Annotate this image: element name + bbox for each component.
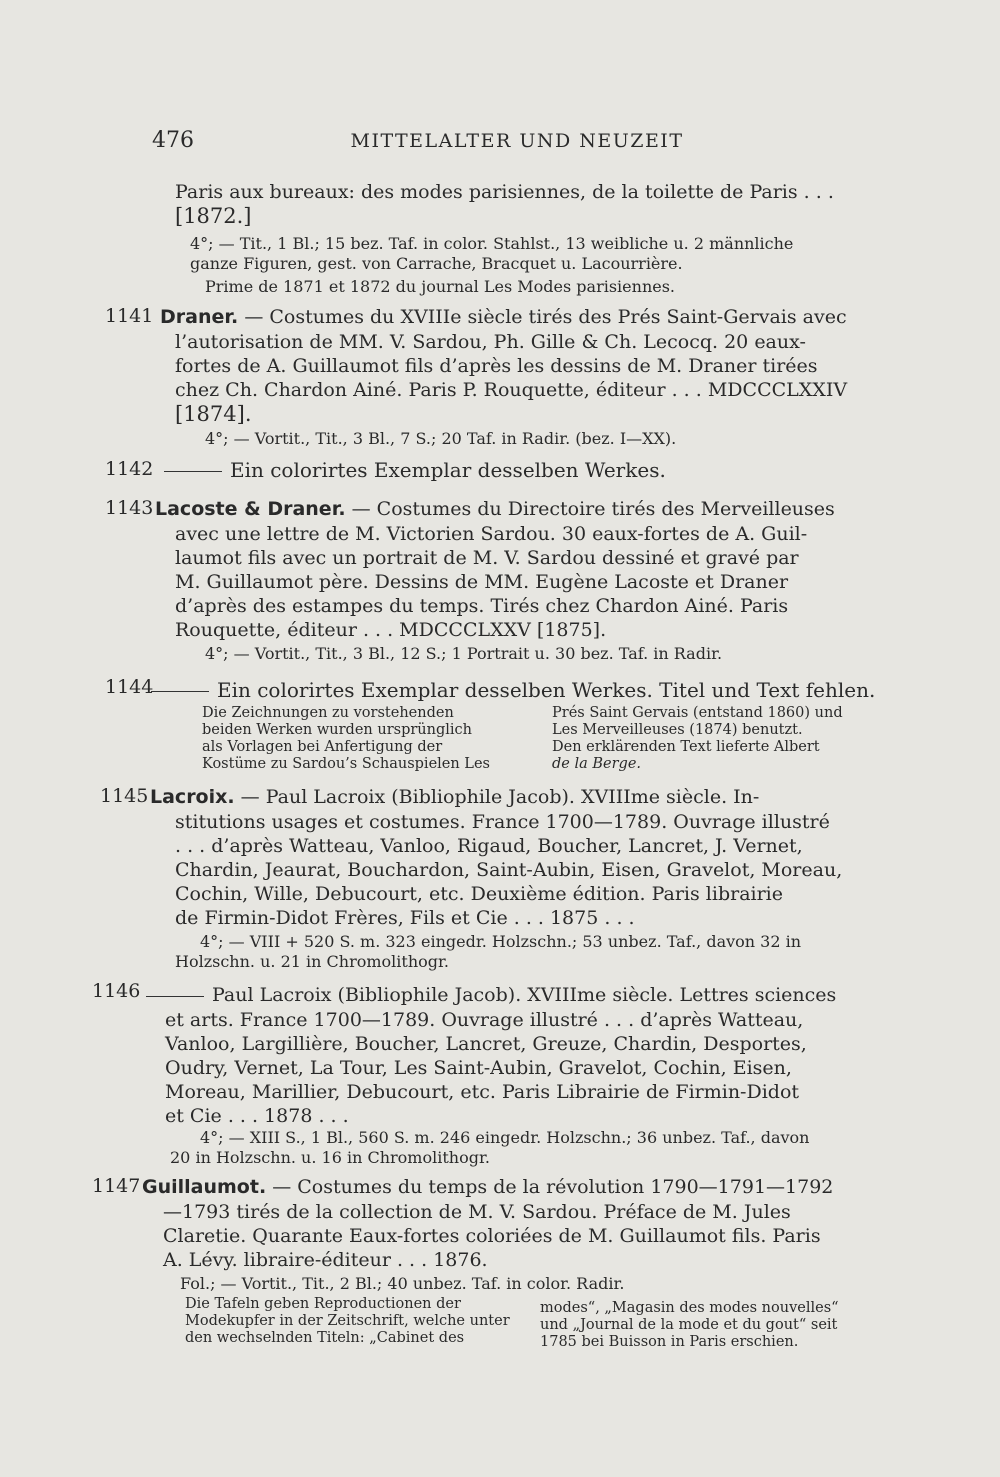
entry-1146-description: 4°; — XIII S., 1 Bl., 560 S. m. 246 eingedr. Holzschn.; 36 unbez. Taf., davon 20 in Holzschn. u. 16 in Chromolithogr. [170,1128,810,1167]
entry-1145-description: 4°; — VIII + 520 S. m. 323 eingedr. Holzschn.; 53 unbez. Taf., davon 32 in Holzschn. u. 21 in Chromolithogr. [175,932,802,971]
page-number: 476 [152,128,194,153]
entry-number: 1147 [92,1175,141,1197]
entry-1147-note-left: Die Tafeln geben Reproductionen der Modekupfer in der Zeitschrift, welche unter den wechselnden Titeln: „Cabinet des [185,1296,510,1346]
entry-1143-description: 4°; — Vortit., Tit., 3 Bl., 12 S.; 1 Portrait u. 30 bez. Taf. in Radir. [205,644,723,663]
entry-1147-description: Fol.; — Vortit., Tit., 2 Bl.; 40 unbez. Taf. in color. Radir. [180,1274,625,1293]
running-head [152,128,882,158]
entry-author: Lacoste & Draner. [155,498,346,520]
ditto-dash [151,691,209,692]
entry-1144-note-right: Prés Saint Gervais (entstand 1860) und Les Merveilleuses (1874) benutzt. Den erklärenden Text lieferte Albert de la Berge. [552,705,843,772]
prev-entry-description: 4°; — Tit., 1 Bl.; 15 bez. Taf. in color. Stahlst., 13 weibliche u. 2 männliche ganze Figuren, gest. von Carrache, Bracquet u. Lacourrière. [190,234,794,273]
entry-author: Draner. [160,306,239,328]
entry-1142-text: Ein colorirtes Exemplar desselben Werkes. [160,458,666,482]
entry-number: 1142 [105,458,154,480]
ditto-dash [164,471,222,472]
entry-1143-title: Lacoste & Draner. — Costumes du Directoire tirés des Merveilleuses [155,498,835,520]
entry-1146-title-cont: et arts. France 1700—1789. Ouvrage illustré . . . d’après Watteau, Vanloo, Largillière, Boucher, Lancret, Greuze, Chardin, Desportes, Oudry, Vernet, La Tour, Les Saint-Aubin, Gravelot, Cochin, Eisen, Moreau, Marillier, Debucourt, etc. Paris Librairie de Firmin-Didot et Cie . . . 1878 . . . [165,1009,807,1127]
entry-number: 1144 [105,676,154,698]
entry-1147-title-cont: —1793 tirés de la collection de M. V. Sardou. Préface de M. Jules Claretie. Quarante Eaux-fortes coloriées de M. Guillaumot fils. Paris A. Lévy. libraire-éditeur . . . 1876. [163,1201,821,1271]
entry-1143-title-cont: avec une lettre de M. Victorien Sardou. 30 eaux-fortes de A. Guil- laumot fils avec un portrait de M. V. Sardou dessiné et gravé par M. Guillaumot père. Dessins de MM. Eugène Lacoste et Draner d’après des estampes du temps. Tirés chez Chardon Ainé. Paris Rouquette, éditeur . . . MDCCCLXXV [1875]. [175,523,808,641]
prev-entry-title: Paris aux bureaux: des modes parisiennes, de la toilette de Paris . . . [1872.] [175,181,834,228]
entry-author: Guillaumot. [142,1176,267,1198]
entry-1144-text: Ein colorirtes Exemplar desselben Werkes. Titel und Text fehlen. [147,678,875,702]
prev-entry-note: Prime de 1871 et 1872 du journal Les Modes parisiennes. [205,277,676,296]
entry-1145-title: Lacroix. — Paul Lacroix (Bibliophile Jacob). XVIIIme siècle. In- [150,786,760,808]
ditto-dash [146,996,204,997]
entry-1145-title-cont: stitutions usages et costumes. France 1700—1789. Ouvrage illustré . . . d’après Watteau, Vanloo, Rigaud, Boucher, Lancret, J. Vernet, Chardin, Jeaurat, Bouchardon, Saint-Aubin, Eisen, Gravelot, Moreau, Cochin, Wille, Debucourt, etc. Deuxième édition. Paris librairie de Firmin-Didot Frères, Fils et Cie . . . 1875 . . . [175,811,843,929]
running-title: MITTELALTER UND NEUZEIT [350,130,684,152]
entry-number: 1146 [92,980,141,1002]
entry-1141-title-cont: l’autorisation de MM. V. Sardou, Ph. Gille & Ch. Lecocq. 20 eaux- fortes de A. Guillaumot fils d’après les dessins de M. Draner tirées chez Ch. Chardon Ainé. Paris P. Rouquette, éditeur . . . MDCCCLXXIV [1874]. [175,331,848,426]
entry-1146-title: Paul Lacroix (Bibliophile Jacob). XVIIIme siècle. Lettres sciences [142,983,882,1007]
entry-1147-note-right: modes“, „Magasin des modes nouvelles“ und „Journal de la mode et du gout“ seit 1785 bei Buisson in Paris erschien. [540,1300,839,1350]
entry-1144-note-left: Die Zeichnungen zu vorstehenden beiden Werken wurden ursprünglich als Vorlagen bei Anfertigung der Kostüme zu Sardou’s Schauspielen Les [202,705,490,772]
entry-1147-title: Guillaumot. — Costumes du temps de la révolution 1790—1791—1792 [142,1176,834,1198]
entry-1141-description: 4°; — Vortit., Tit., 3 Bl., 7 S.; 20 Taf. in Radir. (bez. I—XX). [205,429,677,448]
entry-1141-title: Draner. — Costumes du XVIIIe siècle tirés des Prés Saint-Gervais avec [160,306,847,328]
entry-number: 1145 [100,785,149,807]
entry-number: 1143 [105,497,154,519]
entry-number: 1141 [105,305,154,327]
entry-author: Lacroix. [150,786,235,808]
